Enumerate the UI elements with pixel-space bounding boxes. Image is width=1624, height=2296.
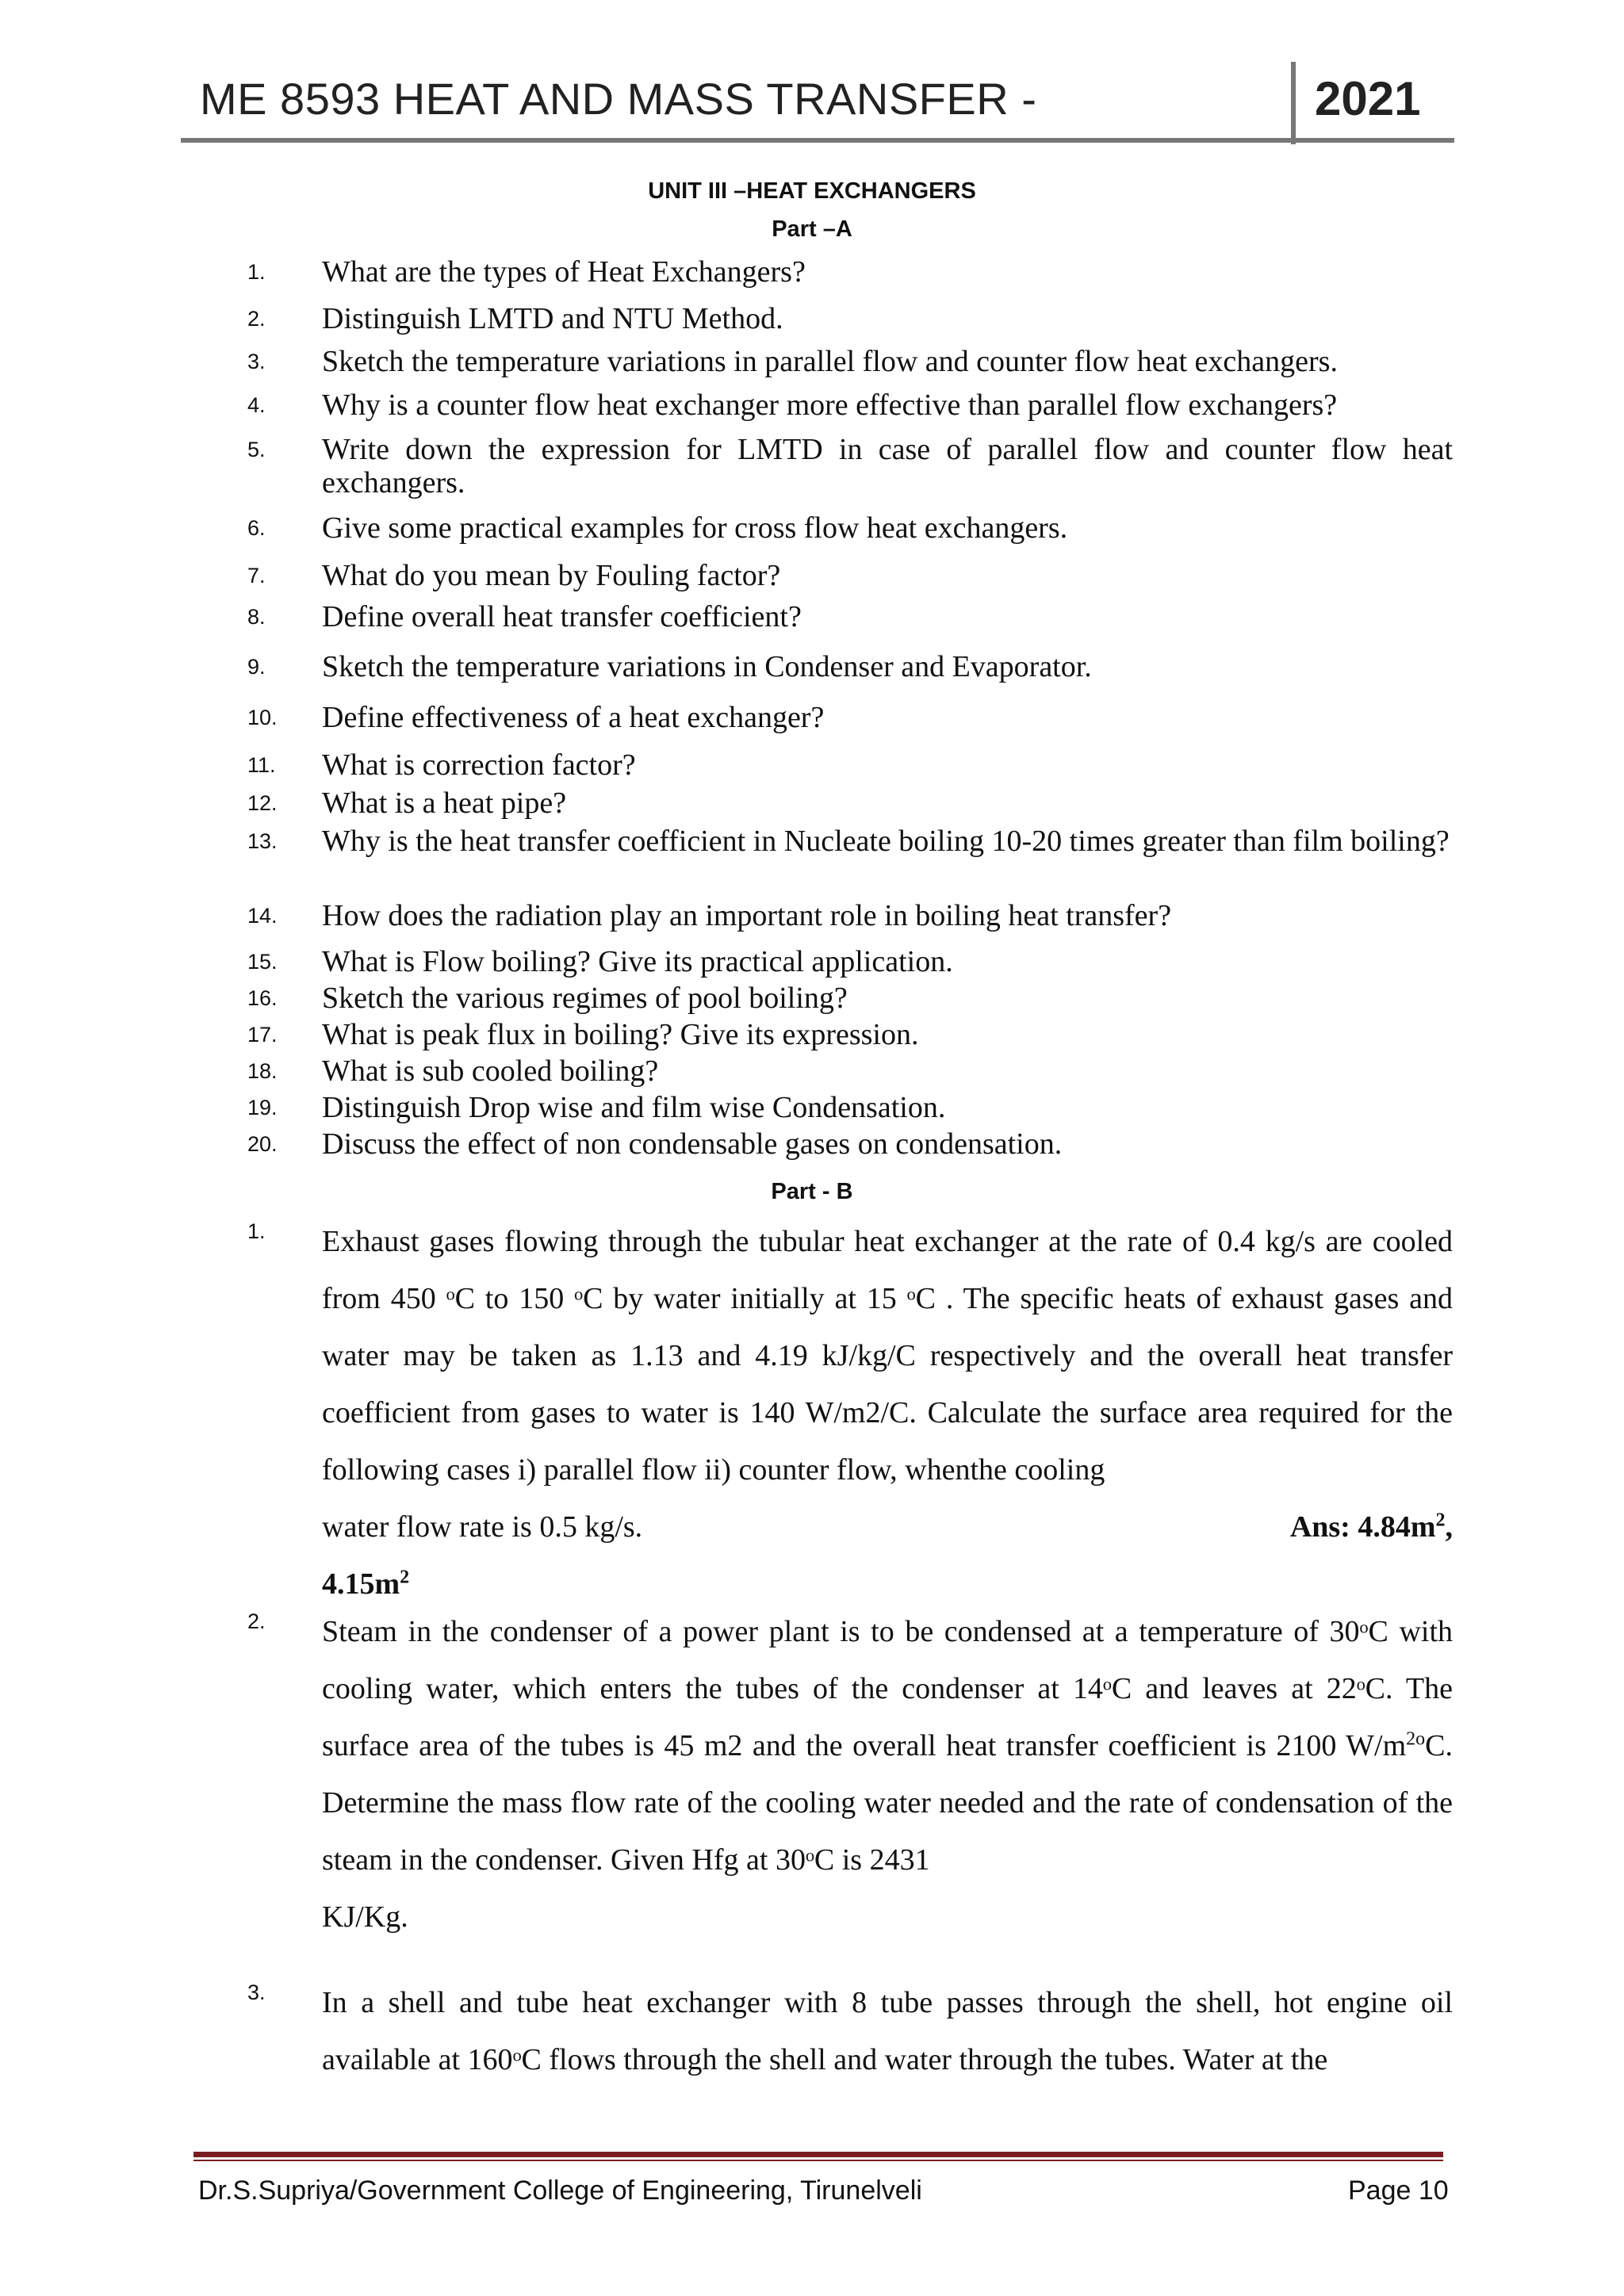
header-rule — [181, 138, 1454, 143]
text-run: Exhaust gases flowing through the tubular heat exchanger at the rate of 0.4 kg/s are cooled from 450 — [322, 1225, 1453, 1315]
question-number: 3. — [247, 350, 266, 373]
question-number: 9. — [247, 655, 266, 679]
degree-symbol: ᵒ — [805, 1843, 814, 1877]
question-text: Discuss the effect of non condensable gases on condensation. — [322, 1127, 1063, 1161]
question-text: How does the radiation play an important role in boiling heat transfer? — [322, 899, 1172, 932]
question-number: 8. — [247, 605, 266, 629]
header-year: 2021 — [1315, 72, 1421, 125]
text-run: C to 150 — [454, 1282, 575, 1315]
answer-label — [1290, 1498, 1453, 1556]
question-number: 18. — [247, 1059, 278, 1083]
degree-symbol: ᵒ — [1102, 1672, 1112, 1705]
text-run: In a shell and tube heat exchanger with 8 tube passes through the shell, hot engine oil available at 160 — [322, 1986, 1453, 2076]
answer-value: Ans: 4.84m — [1289, 1510, 1436, 1544]
question-number: 14. — [247, 904, 278, 928]
degree-symbol: ᵒ — [574, 1282, 584, 1315]
answer-value: 4.15m — [322, 1567, 400, 1601]
question-number: 2. — [247, 1609, 266, 1633]
degree-symbol: ᵒ — [906, 1282, 916, 1315]
footer-rule — [193, 2152, 1443, 2157]
question-text — [322, 1974, 1453, 2088]
question-number: 2. — [247, 307, 266, 331]
question-number: 7. — [247, 564, 266, 587]
text-run: C. Determine the mass flow rate of the cooling water needed and the rate of condensation of the steam in the condenser. Given Hfg at 30 — [322, 1729, 1453, 1877]
question-number: 13. — [247, 829, 278, 853]
question-text: Distinguish Drop wise and film wise Condensation. — [322, 1091, 946, 1124]
page-header — [181, 55, 1454, 143]
answer-row — [322, 1498, 1453, 1556]
degree-symbol: ᵒ — [512, 2043, 522, 2076]
question-text: Sketch the various regimes of pool boiling? — [322, 982, 848, 1015]
question-number: 19. — [247, 1096, 278, 1119]
question-number: 6. — [247, 516, 266, 540]
question-text: Define effectiveness of a heat exchanger? — [322, 701, 825, 734]
unit-title: UNIT III –HEAT EXCHANGERS — [648, 178, 976, 204]
question-text: What is correction factor? — [322, 748, 636, 782]
question-number: 1. — [247, 260, 266, 284]
question-text: What is Flow boiling? Give its practical application. — [322, 945, 953, 978]
page-number: Page 10 — [1348, 2175, 1449, 2206]
question-text: Sketch the temperature variations in Condenser and Evaporator. — [322, 650, 1092, 683]
superscript: 2 — [400, 1567, 410, 1588]
question-text: Distinguish LMTD and NTU Method. — [322, 302, 783, 335]
question-number: 17. — [247, 1023, 278, 1047]
question-number: 12. — [247, 791, 278, 815]
text-run: C flows through the shell and water through the tubes. Water at the — [521, 2043, 1328, 2076]
question-text: Define overall heat transfer coefficient? — [322, 600, 802, 633]
question-text: Write down the expression for LMTD in case of parallel flow and counter flow heat exchangers. — [322, 433, 1453, 499]
footer-author: Dr.S.Supriya/Government College of Engineering, Tirunelveli — [198, 2175, 922, 2206]
degree-symbol: ᵒ — [1356, 1672, 1365, 1705]
question-number: 15. — [247, 950, 278, 974]
question-text — [322, 1213, 1453, 1613]
part-b-heading: Part - B — [771, 1179, 853, 1204]
question-text: Why is a counter flow heat exchanger more effective than parallel flow exchangers? — [322, 388, 1338, 422]
question-text: What is a heat pipe? — [322, 786, 567, 820]
text-run: C by water initially at 15 — [583, 1282, 907, 1315]
degree-symbol: ᵒ — [446, 1282, 455, 1315]
question-text: Why is the heat transfer coefficient in Nucleate boiling 10-20 times greater than film boiling? — [322, 825, 1450, 858]
question-text: What is sub cooled boiling? — [322, 1054, 659, 1088]
question-number: 20. — [247, 1132, 278, 1156]
question-number: 4. — [247, 393, 266, 417]
header-separator — [1291, 62, 1296, 144]
text-run: C . The specific heats of exhaust gases and water may be taken as 1.13 and 4.19 kJ/kg/C respectively and the overall heat transfer coefficient from gases to water is 140 W/m2/C. Calculate the surface area required for the following cases i) parallel flow ii) counter flow, whenthe cooling — [322, 1282, 1453, 1487]
text-run: water flow rate is 0.5 kg/s. — [322, 1510, 643, 1544]
question-number: 10. — [247, 706, 278, 729]
question-number: 16. — [247, 986, 278, 1010]
question-text: Sketch the temperature variations in parallel flow and counter flow heat exchangers. — [322, 345, 1338, 378]
answer-separator: , — [1445, 1510, 1453, 1544]
part-a-heading: Part –A — [772, 216, 852, 242]
question-text: What is peak flux in boiling? Give its expression. — [322, 1018, 919, 1051]
question-text — [322, 1603, 1453, 1946]
text-run: C and leaves at 22 — [1111, 1672, 1357, 1705]
text-run: Steam in the condenser of a power plant is to be condensed at a temperature of 30 — [322, 1615, 1360, 1648]
text-run: C is 2431 — [814, 1843, 930, 1877]
question-number: 1. — [247, 1219, 266, 1243]
question-text: What do you mean by Fouling factor? — [322, 559, 781, 592]
degree-symbol: ᵒ — [1359, 1615, 1369, 1648]
question-text: What are the types of Heat Exchangers? — [322, 255, 806, 289]
footer-rule-thin — [193, 2160, 1443, 2161]
question-text: Give some practical examples for cross flow heat exchangers. — [322, 511, 1068, 545]
superscript: 2o — [1406, 1728, 1426, 1750]
question-number: 5. — [247, 438, 266, 461]
header-title: ME 8593 HEAT AND MASS TRANSFER - — [200, 74, 1037, 124]
question-number: 11. — [247, 753, 276, 777]
question-text-end: KJ/Kg. — [322, 1900, 408, 1934]
question-number: 3. — [247, 1980, 266, 2004]
text-run: C with cooling water, which enters the tubes of the condenser at 14 — [322, 1615, 1453, 1705]
superscript: 2 — [1435, 1510, 1446, 1531]
text-run: C. The surface area of the tubes is 45 m2 and the overall heat transfer coefficient is 2100 W/m — [322, 1672, 1453, 1762]
